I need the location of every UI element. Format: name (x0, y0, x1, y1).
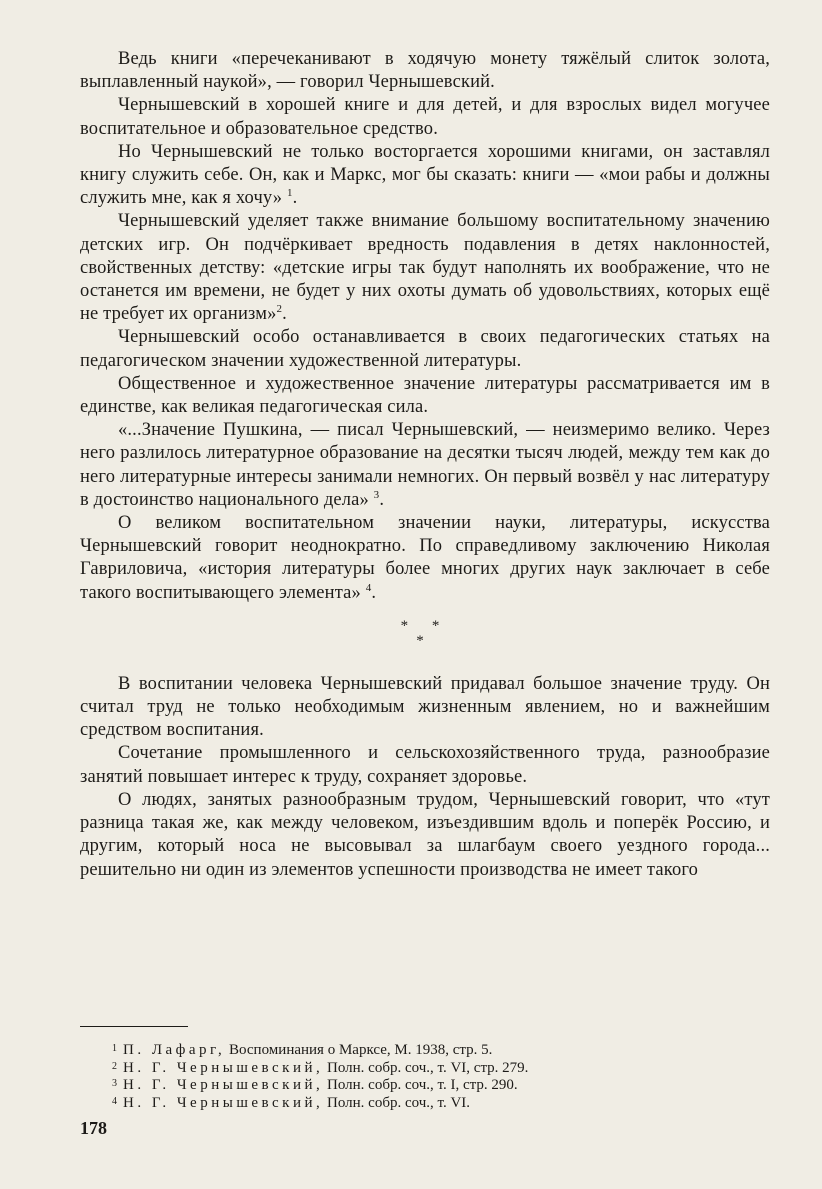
paragraph-text: «...Значение Пушкина, — писал Чернышевский, — неизмеримо велико. Через него разлилось литературное образование на десятки тысяч людей, между тем как до него литературные интересы занимали немногих. Он первый возвёл у нас литературу в достоинство национального дела» (80, 420, 770, 510)
paragraph: Но Чернышевский не только восторгается хорошими книгами, он заставлял книгу служить себе. Он, как и Маркс, мог бы сказать: книги — «мои рабы и должны служить мне, как я хочу» $^1$. (80, 141, 770, 209)
paragraph: Общественное и художественное значение литературы рассматривается им в единстве, как великая педагогическая сила. (80, 373, 770, 418)
footnote-ref: 4 (365, 581, 372, 594)
paragraph: Чернышевский уделяет также внимание большому воспитательному значению детских игр. Он подчёркивает вредность подавления в детях наклонностей, свойственных детству: «детские игры так будут наполнять их воображение, что не останется им времени, не будет у них охоты думать об удовольствиях, которых ещё не требует их организм»$^2$. (80, 211, 770, 325)
paragraph-text: Чернышевский уделяет также внимание большому воспитательному значению детских игр. Он подчёркивает вредность подавления в детях наклонностей, свойственных детству: «детские игры так будут наполнять их воображение, что не останется им времени, не будет у них охоты думать об удовольствиях, которых ещё не требует их организм» (80, 211, 770, 325)
footnotes (112, 1041, 752, 1111)
footnote-author: Н. Г. Чернышевский, (123, 1059, 324, 1076)
section-separator (80, 619, 770, 649)
footnote-number: 3 (112, 1078, 117, 1089)
footnote-author: Н. Г. Чернышевский, (123, 1077, 324, 1093)
paragraph: Чернышевский в хорошей книге и для детей, и для взрослых видел могучее воспитательное и образовательное средство. (80, 95, 770, 139)
footnote (112, 1076, 752, 1094)
paragraph: «...Значение Пушкина, — писал Чернышевский, — неизмеримо велико. Через него разлилось литературное образование на десятки тысяч людей, между тем как до него литературные интересы занимали немногих. Он первый возвёл у нас литературу в достоинство национального дела» $^3$. (80, 420, 770, 510)
separator-line: * (416, 632, 434, 649)
footnote-source: Полн. собр. соч., т. I, стр. 290. (327, 1077, 518, 1093)
footnote-author: Н. Г. Чернышевский, (123, 1094, 324, 1111)
footnote-number: 1 (112, 1043, 117, 1054)
paragraph: Чернышевский особо останавливается в своих педагогических статьях на педагогическом значении художественной литературы. (80, 327, 770, 371)
footnote (112, 1059, 752, 1077)
paragraph: Сочетание промышленного и сельскохозяйственного труда, разнообразие занятий повышает интерес к труду, сохраняет здоровье. (80, 743, 770, 787)
footnote-ref: 3 (373, 488, 380, 501)
footnote-number: 2 (112, 1060, 117, 1072)
footnote-number: 4 (112, 1095, 117, 1107)
footnote (112, 1094, 752, 1112)
footnote-ref: 1 (286, 187, 293, 200)
paragraph: О людях, занятых разнообразным трудом, Чернышевский говорит, что «тут разница такая же, как между человеком, изъездившим вдоль и поперёк Россию, и другим, который носа не высовывал за шлагбаум своего уездного города... решительно ни один из элементов успешности производства не имеет такого (80, 789, 770, 880)
footnote-ref: 2 (276, 303, 283, 316)
footnote-divider (80, 1026, 188, 1027)
footnote-source: Воспоминания о Марксе, М. 1938, стр. 5. (229, 1042, 493, 1058)
footnote-source: Полн. собр. соч., т. VI, стр. 279. (327, 1059, 529, 1076)
page-number: 178 (80, 1118, 107, 1138)
separator-line: * * (400, 617, 450, 634)
paragraph: В воспитании человека Чернышевский придавал большое значение труду. Он считал труд не только необходимым жизненным явлением, но и важнейшим средством воспитания. (80, 673, 770, 741)
paragraph: О великом воспитательном значении науки, литературы, искусства Чернышевский говорит неоднократно. По справедливому заключению Николая Гавриловича, «история литературы более многих других наук заключает в себе такого воспитывающего элемента» $^4$. (80, 513, 770, 603)
paragraph-text: Но Чернышевский не только восторгается хорошими книгами, он заставлял книгу служить себе. Он, как и Маркс, мог бы сказать: книги — «мои рабы и должны служить мне, как я хочу» (80, 141, 770, 209)
paragraph: Ведь книги «перечеканивают в ходячую монету тяжёлый слиток золота, выплавленный наукой», — говорил Чернышевский. (80, 49, 770, 93)
footnote-author: П. Лафарг, (123, 1042, 226, 1058)
footnote-source: Полн. собр. соч., т. VI. (327, 1094, 471, 1111)
footnote (112, 1041, 752, 1059)
page-body (80, 48, 770, 882)
paragraph-text: О великом воспитательном значении науки, литературы, искусства Чернышевский говорит неоднократно. По справедливому заключению Николая Гавриловича, «история литературы более многих других наук заключает в себе такого воспитывающего элемента» (80, 513, 770, 603)
